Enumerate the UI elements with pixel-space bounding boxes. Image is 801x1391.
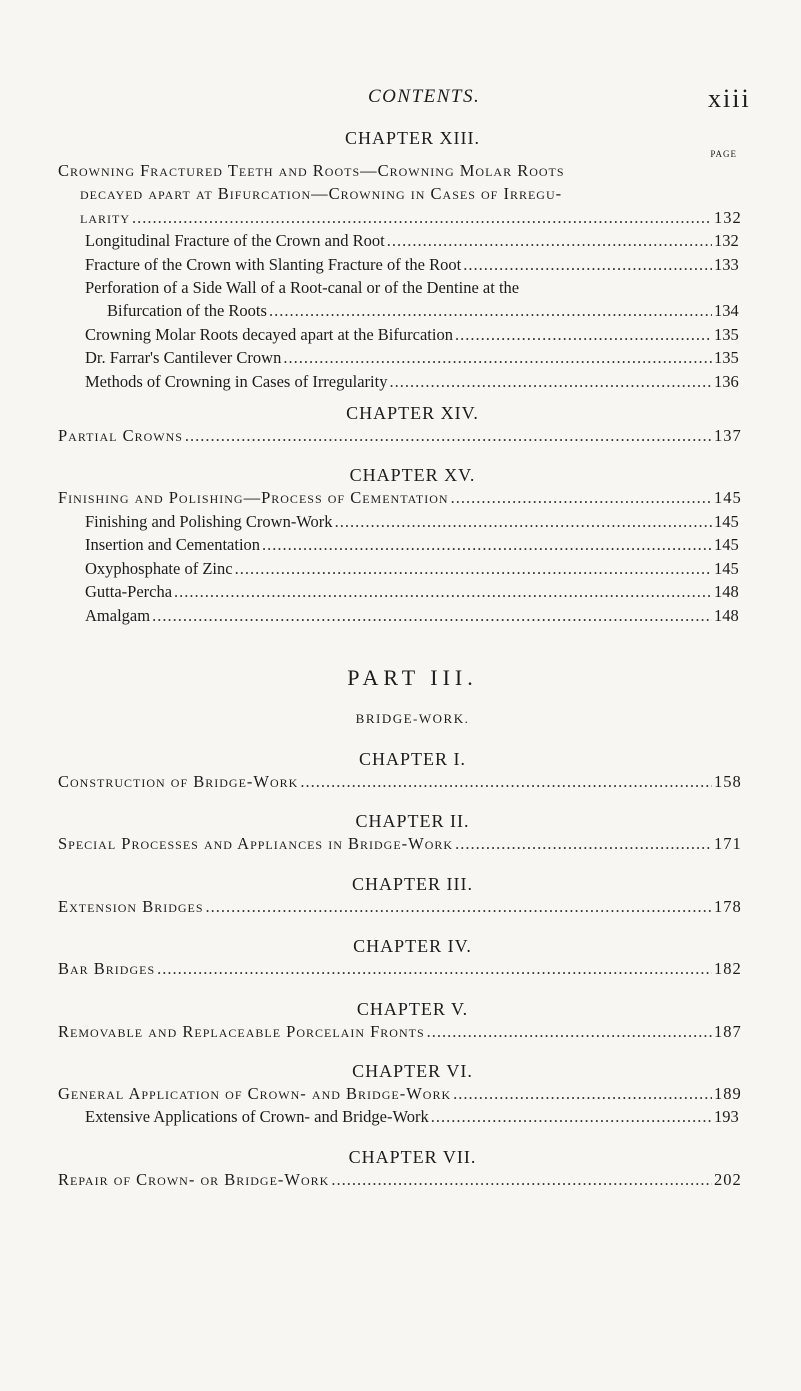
toc-entry-title: Bar Bridges	[58, 959, 156, 979]
toc-entry-page: 148	[714, 582, 739, 602]
toc-entry-page: 187	[714, 1021, 742, 1041]
chapter-heading: CHAPTER VII.	[348, 1146, 477, 1167]
toc-entry-page: 145	[714, 511, 739, 531]
toc-entry-title-line: Perforation of a Side Wall of a Root-canal or of the Dentine at the	[85, 278, 520, 298]
dot-leader	[174, 580, 712, 603]
toc-entry-page: 137	[714, 426, 742, 446]
dot-leader	[387, 229, 712, 252]
toc-entry-title: Extensive Applications of Crown- and Bridge-Work	[85, 1107, 429, 1127]
chapter-heading: CHAPTER XV.	[349, 465, 476, 486]
toc-entry-title: Gutta-Percha	[85, 582, 173, 602]
toc-entry-title: Oxyphosphate of Zinc	[85, 558, 233, 578]
toc-entry	[0, 346, 801, 369]
toc-entry-page: 132	[714, 231, 739, 251]
toc-entry-title: Finishing and Polishing—Process of Cementation	[58, 488, 449, 508]
chapter-heading: CHAPTER IV.	[353, 936, 472, 957]
page-number: xiii	[708, 84, 751, 113]
chapter-heading: CHAPTER I.	[358, 748, 466, 769]
toc-entry	[0, 299, 801, 322]
toc-entry-title: Removable and Replaceable Porcelain Fronts	[58, 1021, 425, 1041]
toc-entry-page: 132	[714, 207, 742, 227]
toc-entry-main	[0, 424, 801, 447]
toc-entry-title: Crowning Molar Roots decayed apart at the Bifurcation	[85, 324, 453, 344]
toc-entry-main	[0, 832, 801, 855]
toc-entry-page: 171	[714, 834, 742, 854]
dot-leader	[206, 895, 712, 918]
chapter-heading: CHAPTER XIII.	[345, 128, 480, 148]
toc-entry-main	[0, 895, 801, 918]
dot-leader	[157, 957, 712, 980]
dot-leader	[283, 346, 712, 369]
running-title: CONTENTS.	[368, 86, 481, 107]
dot-leader	[431, 1105, 712, 1128]
running-head	[0, 82, 801, 118]
toc-entry-main	[0, 1168, 801, 1191]
toc-entry-main	[0, 1020, 801, 1043]
toc-entry-title: Construction of Bridge-Work	[58, 771, 299, 791]
toc-entry-title: Methods of Crowning in Cases of Irregularity	[85, 371, 388, 391]
toc-entry-title: Finishing and Polishing Crown-Work	[85, 511, 333, 531]
dot-leader	[152, 604, 712, 627]
part-heading: PART III.	[347, 664, 478, 690]
dot-leader	[262, 533, 712, 556]
dot-leader	[463, 253, 712, 276]
dot-leader	[235, 557, 712, 580]
toc-entry-main	[0, 1082, 801, 1105]
toc-entry	[0, 557, 801, 580]
toc-entry-title-line: decayed apart at Bifurcation—Crowning in Cases of Irregu-	[80, 184, 563, 204]
dot-leader	[453, 1082, 712, 1105]
dot-leader	[427, 1020, 712, 1043]
toc-entry-page: 133	[714, 254, 739, 274]
toc-entry-page: 148	[714, 605, 739, 625]
toc-entry-title: Partial Crowns	[58, 426, 183, 446]
dot-leader	[335, 510, 712, 533]
toc-entry-page: 158	[714, 771, 742, 791]
toc-entry-page: 145	[714, 535, 739, 555]
chapter-heading: CHAPTER V.	[356, 998, 469, 1019]
toc-entry	[0, 604, 801, 627]
toc-entry-page: 134	[714, 301, 739, 321]
toc-entry-title: Special Processes and Appliances in Bridge-Work	[58, 834, 454, 854]
toc-entry	[0, 370, 801, 393]
toc-entry-title: Longitudinal Fracture of the Crown and Root	[85, 231, 385, 251]
toc-entry-main	[0, 206, 801, 229]
toc-entry	[0, 510, 801, 533]
toc-entry-page: 178	[714, 896, 742, 916]
toc-entry-title: Dr. Farrar's Cantilever Crown	[85, 348, 282, 368]
toc-entry-main	[0, 486, 801, 509]
toc-entry-page: 135	[714, 324, 739, 344]
toc-entry-title-line: Crowning Fractured Teeth and Roots—Crowning Molar Roots	[58, 161, 565, 180]
toc-entry-title: larity	[80, 207, 130, 227]
toc-entry	[0, 253, 801, 276]
toc-entry-page: 145	[714, 488, 742, 508]
toc-entry-page: 193	[714, 1107, 739, 1127]
table-of-contents	[0, 128, 801, 1191]
chapter-heading: CHAPTER III.	[352, 873, 473, 894]
chapter-heading: CHAPTER II.	[355, 811, 470, 832]
toc-entry-main	[0, 159, 801, 206]
page-column-label: PAGE	[710, 149, 737, 159]
toc-entry	[0, 580, 801, 603]
dot-leader	[389, 370, 712, 393]
toc-entry-page: 202	[714, 1169, 742, 1189]
part-subtitle: BRIDGE-WORK.	[355, 710, 470, 726]
dot-leader	[331, 1168, 712, 1191]
toc-entry-title: Extension Bridges	[58, 896, 204, 916]
toc-entry-title: Fracture of the Crown with Slanting Fracture of the Root	[85, 254, 462, 274]
toc-entry-title: General Application of Crown- and Bridge-Work	[58, 1083, 452, 1103]
dot-leader	[300, 770, 712, 793]
toc-entry-title: Repair of Crown- or Bridge-Work	[58, 1169, 330, 1189]
toc-entry	[0, 276, 801, 299]
toc-entry-title: Amalgam	[85, 605, 151, 625]
toc-entry-main	[0, 957, 801, 980]
chapter-heading: CHAPTER VI.	[352, 1060, 473, 1081]
toc-entry-page: 135	[714, 348, 739, 368]
dot-leader	[455, 832, 712, 855]
toc-entry-page: 136	[714, 371, 739, 391]
dot-leader	[455, 323, 712, 346]
toc-entry	[0, 323, 801, 346]
toc-entry-page: 182	[714, 959, 742, 979]
dot-leader	[451, 486, 712, 509]
dot-leader	[132, 206, 712, 229]
toc-entry-page: 145	[714, 558, 739, 578]
chapter-heading: CHAPTER XIV.	[346, 403, 479, 424]
toc-entry-title: Bifurcation of the Roots	[107, 301, 267, 321]
toc-entry	[0, 229, 801, 252]
toc-entry	[0, 1105, 801, 1128]
dot-leader	[185, 424, 712, 447]
toc-entry-title: Insertion and Cementation	[85, 535, 261, 555]
toc-entry	[0, 533, 801, 556]
toc-entry-page: 189	[714, 1083, 742, 1103]
dot-leader	[269, 299, 712, 322]
toc-entry-main	[0, 770, 801, 793]
